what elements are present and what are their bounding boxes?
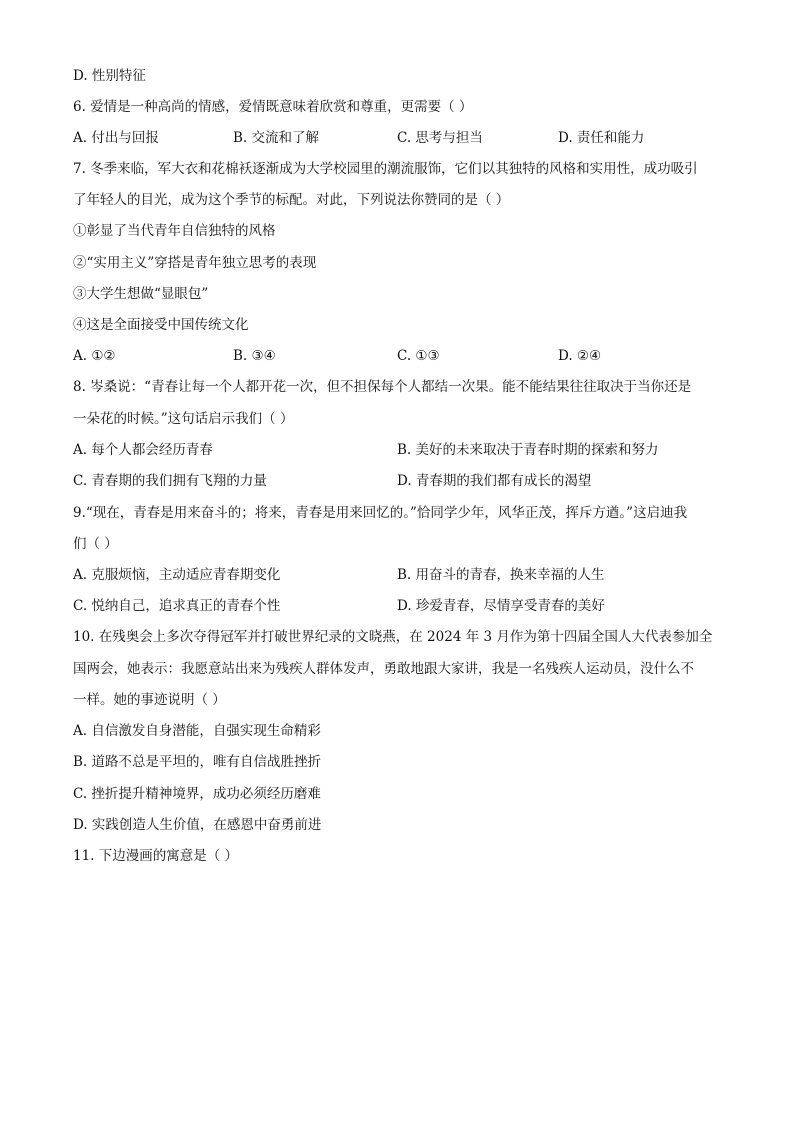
q7-option-a: A. ①② xyxy=(73,348,116,364)
q8-stem-line1: 8. 岑桑说：“青春让每一个人都开花一次，但不担保每个人都结一次果。能不能结果往往取决于当你还是 xyxy=(73,379,692,395)
q7-option-b: B. ③④ xyxy=(233,348,276,364)
q11-stem: 11. 下边漫画的寓意是（ ） xyxy=(73,848,239,864)
q9-stem-line1: 9.“现在，青春是用来奋斗的；将来，青春是用来回忆的。”恰同学少年，风华正茂，挥斥方遒。”这启迪我 xyxy=(73,505,688,521)
q8-option-b: B. 美好的未来取决于青春时期的探索和努力 xyxy=(397,442,659,458)
q6-option-b: B. 交流和了解 xyxy=(233,130,320,146)
q7-option-c: C. ①③ xyxy=(397,348,440,364)
q9-stem-line2: 们（ ） xyxy=(73,536,118,552)
q10-stem-line3: 一样。她的事迹说明（ ） xyxy=(73,692,226,708)
q8-option-c: C. 青春期的我们拥有飞翔的力量 xyxy=(73,473,267,489)
q8-option-d: D. 青春期的我们都有成长的渴望 xyxy=(397,473,592,489)
q10-option-d: D. 实践创造人生价值，在感恩中奋勇前进 xyxy=(73,817,322,833)
q7-statement-4: ④这是全面接受中国传统文化 xyxy=(73,317,249,333)
q7-stem-line2: 了年轻人的目光，成为这个季节的标配。对此，下列说法你赞同的是（ ） xyxy=(73,192,510,208)
q10-stem-line1: 10. 在残奥会上多次夺得冠军并打破世界纪录的文晓燕，在 2024 年 3 月作为第十四届全国人大代表参加全 xyxy=(73,629,713,645)
q10-option-c: C. 挫折提升精神境界，成功必须经历磨难 xyxy=(73,786,321,802)
q6-option-c: C. 思考与担当 xyxy=(397,130,483,146)
q7-statement-3: ③大学生想做“显眼包” xyxy=(73,286,209,302)
q5-option-d: D. 性别特征 xyxy=(73,68,146,84)
q6-stem: 6. 爱情是一种高尚的情感，爱情既意味着欣赏和尊重，更需要（ ） xyxy=(73,99,473,115)
q7-statement-1: ①彰显了当代青年自信独特的风格 xyxy=(73,223,276,239)
q6-option-d: D. 责任和能力 xyxy=(558,130,645,146)
q9-option-b: B. 用奋斗的青春，换来幸福的人生 xyxy=(397,567,605,583)
q9-option-d: D. 珍爱青春，尽情享受青春的美好 xyxy=(397,598,605,614)
q10-option-b: B. 道路不总是平坦的，唯有自信战胜挫折 xyxy=(73,754,322,770)
q10-stem-line2: 国两会，她表示：我愿意站出来为残疾人群体发声，勇敢地跟大家讲，我是一名残疾人运动员，没什么不 xyxy=(73,661,694,677)
q8-option-a: A. 每个人都会经历青春 xyxy=(73,442,213,458)
q7-option-d: D. ②④ xyxy=(558,348,602,364)
q6-option-a: A. 付出与回报 xyxy=(73,130,159,146)
q8-stem-line2: 一朵花的时候。”这句话启示我们（ ） xyxy=(73,411,294,427)
q9-option-c: C. 悦纳自己，追求真正的青春个性 xyxy=(73,598,281,614)
q10-option-a: A. 自信激发自身潜能，自强实现生命精彩 xyxy=(73,723,321,739)
q7-statement-2: ②“实用主义”穿搭是青年独立思考的表现 xyxy=(73,255,317,271)
q9-option-a: A. 克服烦恼，主动适应青春期变化 xyxy=(73,567,281,583)
q7-stem-line1: 7. 冬季来临，军大衣和花棉袄逐渐成为大学校园里的潮流服饰，它们以其独特的风格和实用性，成功吸引 xyxy=(73,161,698,177)
